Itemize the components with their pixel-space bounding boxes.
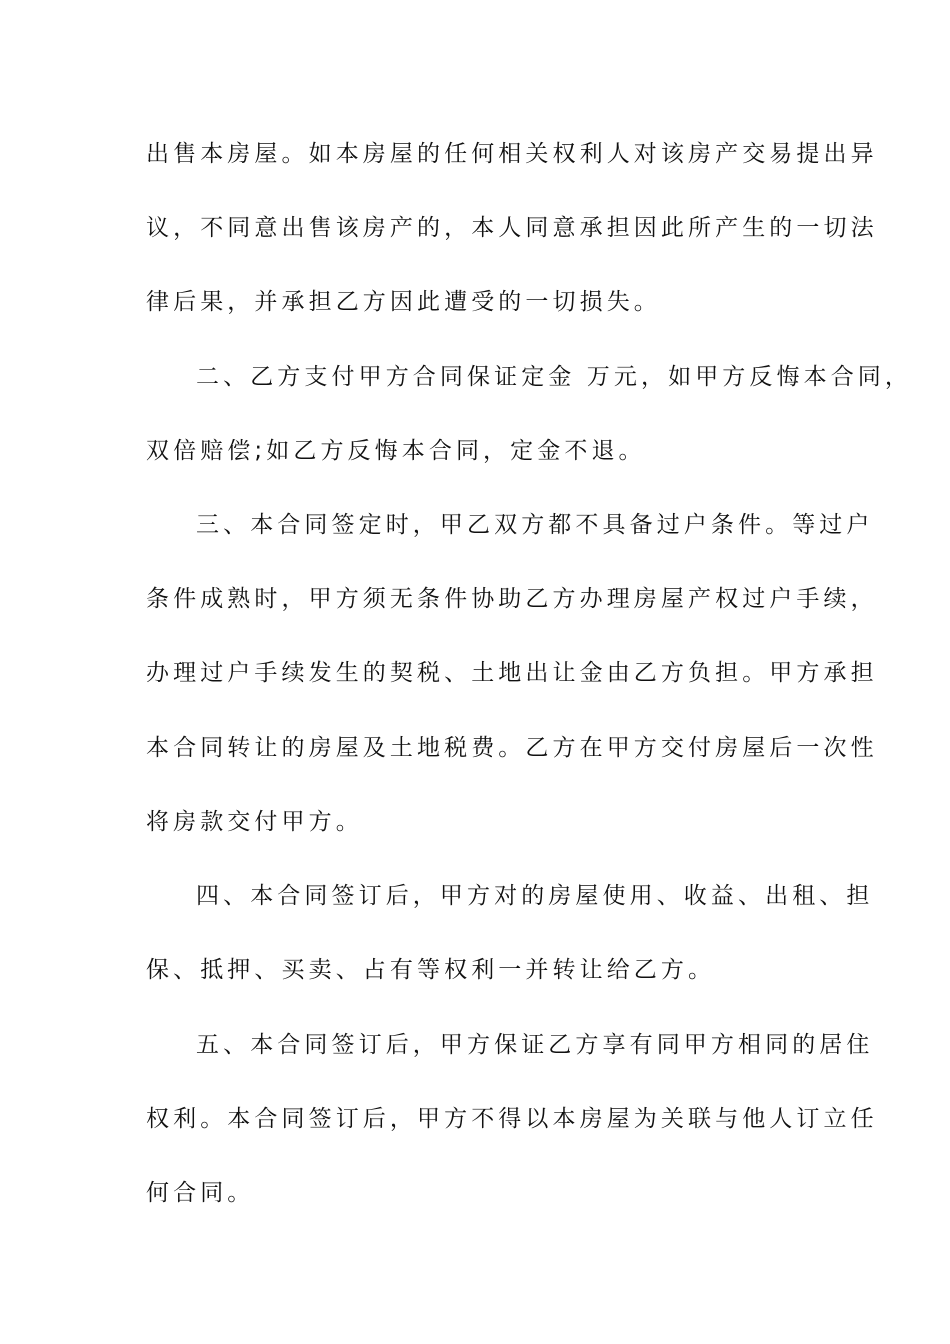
text-line: 本合同转让的房屋及土地税费。乙方在甲方交付房屋后一次性 [146,735,878,761]
paragraph-start-line: 五、本合同签订后，甲方保证乙方享有同甲方相同的居住 [196,1032,874,1058]
paragraph-start-line: 二、乙方支付甲方合同保证定金 万元，如甲方反悔本合同， [196,364,913,390]
text-line: 出售本房屋。如本房屋的任何相关权利人对该房产交易提出异 [146,141,878,167]
text-line: 权利。本合同签订后，甲方不得以本房屋为关联与他人订立任 [146,1106,878,1132]
text-line: 议，不同意出售该房产的，本人同意承担因此所产生的一切法 [146,215,878,241]
text-line: 条件成熟时，甲方须无条件协助乙方办理房屋产权过户手续， [146,586,878,612]
text-line: 双倍赔偿;如乙方反悔本合同，定金不退。 [146,438,646,464]
text-line: 何合同。 [146,1180,255,1206]
text-line: 保、抵押、买卖、占有等权利一并转让给乙方。 [146,957,716,983]
text-line: 律后果，并承担乙方因此遭受的一切损失。 [146,289,661,315]
paragraph-start-line: 三、本合同签定时，甲乙双方都不具备过户条件。等过户 [196,512,874,538]
text-line: 办理过户手续发生的契税、土地出让金由乙方负担。甲方承担 [146,660,878,686]
text-line: 将房款交付甲方。 [146,809,363,835]
paragraph-start-line: 四、本合同签订后，甲方对的房屋使用、收益、出租、担 [196,883,874,909]
